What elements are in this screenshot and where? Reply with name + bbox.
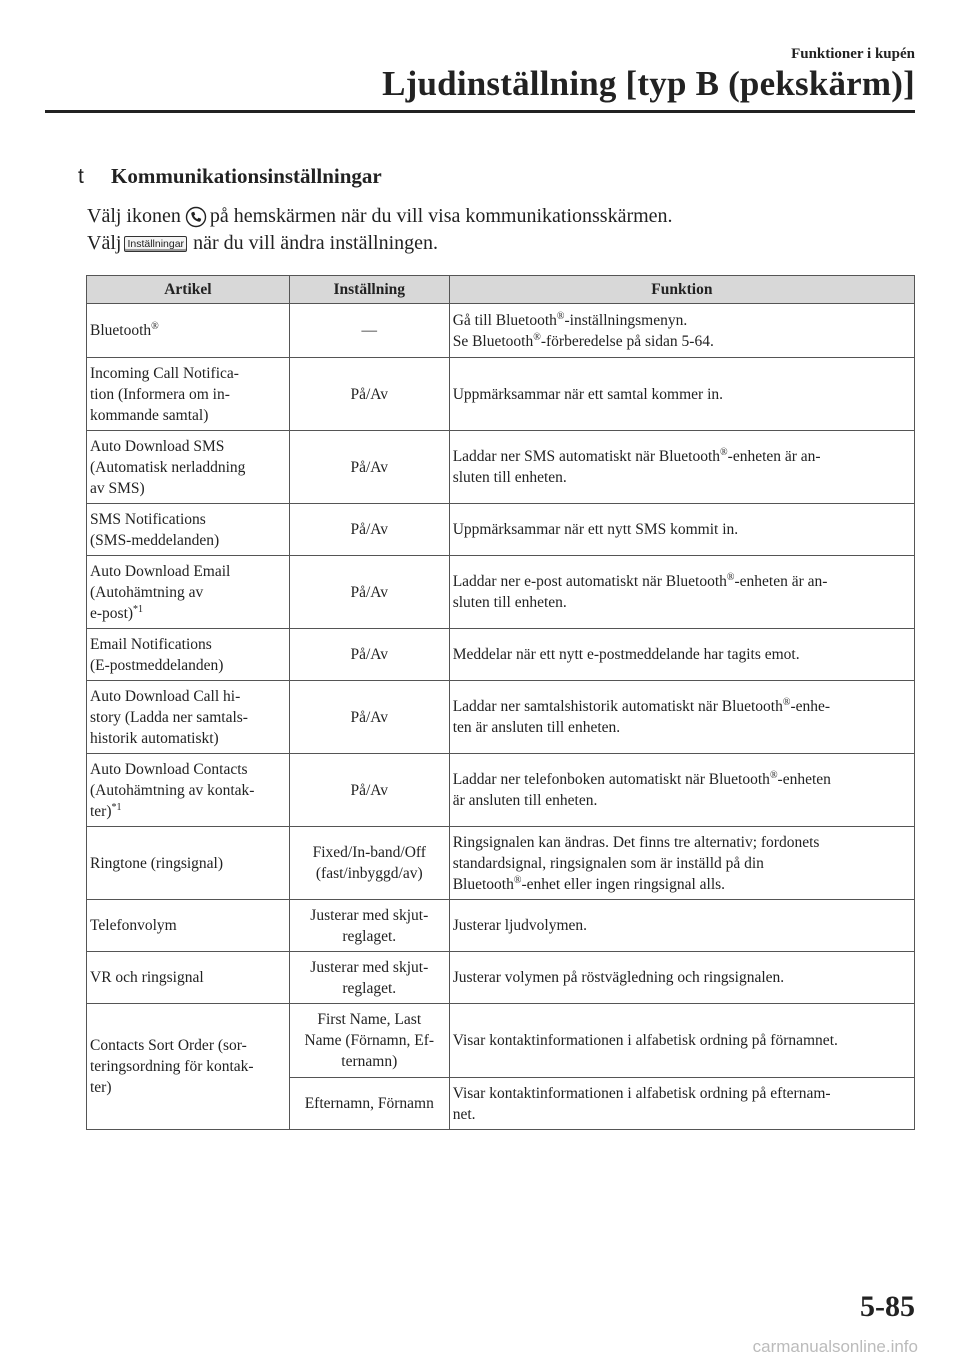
- cell-artikel: Auto Download Call hi- story (Ladda ner samtals- historik automatiskt): [87, 681, 290, 754]
- table-row: [87, 358, 915, 431]
- cell-artikel: Auto Download SMS (Automatisk nerladdning av SMS): [87, 431, 290, 504]
- phone-icon: [185, 206, 207, 228]
- cell-artikel: Contacts Sort Order (sor- teringsordning för kontak- ter): [87, 1004, 290, 1130]
- table-row: [87, 827, 915, 900]
- section-label: Funktioner i kupén: [791, 46, 915, 62]
- cell-funktion: Laddar ner samtalshistorik automatiskt när Bluetooth®-enhe- ten är ansluten till enheten.: [449, 681, 914, 754]
- table-row: [87, 629, 915, 681]
- cell-funktion: Visar kontaktinformationen i alfabetisk ordning på förnamnet.: [449, 1004, 914, 1078]
- cell-installning: På/Av: [289, 556, 449, 629]
- cell-installning: Efternamn, Förnamn: [289, 1078, 449, 1130]
- cell-funktion: Visar kontaktinformationen i alfabetisk ordning på efternam- net.: [449, 1078, 914, 1130]
- cell-installning: —: [289, 304, 449, 358]
- cell-funktion: Meddelar när ett nytt e-postmeddelande har tagits emot.: [449, 629, 914, 681]
- cell-installning: På/Av: [289, 431, 449, 504]
- table-row: [87, 1004, 915, 1078]
- table-row: [87, 952, 915, 1004]
- cell-artikel: SMS Notifications (SMS-meddelanden): [87, 504, 290, 556]
- cell-installning: På/Av: [289, 754, 449, 827]
- header-rule: [45, 110, 915, 113]
- table-row: [87, 556, 915, 629]
- cell-installning: På/Av: [289, 358, 449, 431]
- cell-funktion: Laddar ner telefonboken automatiskt när Bluetooth®-enheten är ansluten till enheten.: [449, 754, 914, 827]
- column-header: Artikel: [87, 276, 290, 304]
- cell-artikel: Auto Download Contacts (Autohämtning av kontak- ter)$^{*1}$: [87, 754, 290, 827]
- cell-artikel: Auto Download Email (Autohämtning av e-post)$^{*1}$: [87, 556, 290, 629]
- cell-artikel: Ringtone (ringsignal): [87, 827, 290, 900]
- page-title: Ljudinställning [typ B (pekskärm)]: [382, 64, 915, 103]
- cell-installning: På/Av: [289, 629, 449, 681]
- page-number: 5-85: [860, 1290, 915, 1323]
- table-row: [87, 754, 915, 827]
- cell-funktion: Uppmärksammar när ett samtal kommer in.: [449, 358, 914, 431]
- column-header: Inställning: [289, 276, 449, 304]
- intro-line-2: [87, 232, 438, 255]
- cell-artikel: Telefonvolym: [87, 900, 290, 952]
- table-row: [87, 681, 915, 754]
- table-row: [87, 304, 915, 358]
- section-marker: t: [78, 165, 84, 188]
- intro-text: Välj ikonen: [87, 205, 181, 227]
- intro-text: på hemskärmen när du vill visa kommunikationsskärmen.: [209, 205, 673, 227]
- column-header: Funktion: [449, 276, 914, 304]
- table-row: [87, 431, 915, 504]
- cell-artikel: Incoming Call Notifica- tion (Informera om in- kommande samtal): [87, 358, 290, 431]
- cell-installning: På/Av: [289, 504, 449, 556]
- cell-installning: First Name, Last Name (Förnamn, Ef- ternamn): [289, 1004, 449, 1078]
- intro-line-1: [87, 205, 673, 228]
- section-heading: Kommunikationsinställningar: [111, 164, 382, 188]
- cell-funktion: Laddar ner e-post automatiskt när Bluetooth®-enheten är an- sluten till enheten.: [449, 556, 914, 629]
- cell-funktion: Justerar ljudvolymen.: [449, 900, 914, 952]
- cell-artikel: VR och ringsignal: [87, 952, 290, 1004]
- cell-funktion: Ringsignalen kan ändras. Det finns tre alternativ; fordonets standardsignal, ringsignalen som är inställd på din Bluetooth®-enhet eller ingen ringsignal alls.: [449, 827, 914, 900]
- table-row: [87, 504, 915, 556]
- cell-installning: Justerar med skjut- reglaget.: [289, 900, 449, 952]
- cell-funktion: Uppmärksammar när ett nytt SMS kommit in.: [449, 504, 914, 556]
- intro-text: när du vill ändra inställningen.: [193, 232, 439, 254]
- settings-table: [86, 275, 915, 1130]
- cell-installning: Fixed/In-band/Off (fast/inbyggd/av): [289, 827, 449, 900]
- cell-artikel: Email Notifications (E-postmeddelanden): [87, 629, 290, 681]
- table-row: [87, 900, 915, 952]
- cell-funktion: Justerar volymen på röstvägledning och ringsignalen.: [449, 952, 914, 1004]
- cell-artikel: Bluetooth®: [87, 304, 290, 358]
- settings-button-image: Inställningar: [124, 236, 187, 252]
- cell-funktion: Gå till Bluetooth®-inställningsmenyn. Se Bluetooth®-förberedelse på sidan 5-64.: [449, 304, 914, 358]
- table-header-row: [87, 276, 915, 304]
- cell-funktion: Laddar ner SMS automatiskt när Bluetooth®-enheten är an- sluten till enheten.: [449, 431, 914, 504]
- cell-installning: På/Av: [289, 681, 449, 754]
- cell-installning: Justerar med skjut- reglaget.: [289, 952, 449, 1004]
- watermark: carmanualsonline.info: [752, 1337, 918, 1356]
- intro-text: Välj: [87, 232, 122, 254]
